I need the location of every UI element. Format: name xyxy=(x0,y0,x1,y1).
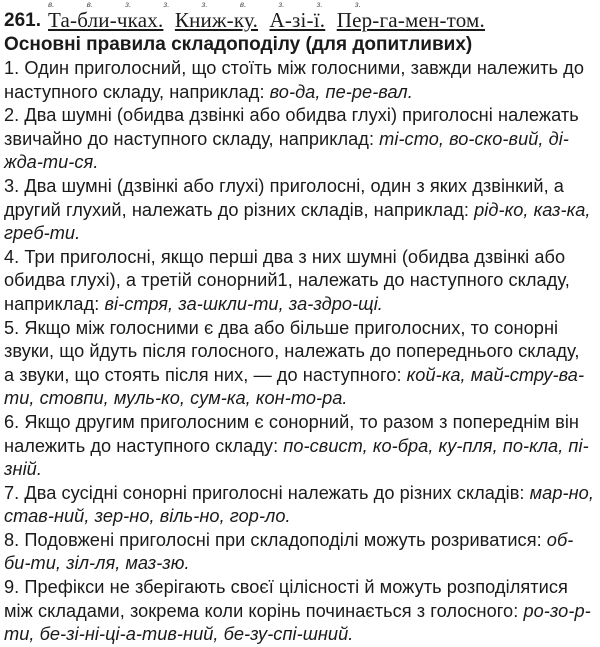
rule-example: ві-стря, за-шкли-ти, за-здро-щі. xyxy=(104,293,383,314)
rule-example: ті-сто, во-ско-вий, ді-жда-ти-ся. xyxy=(4,128,569,173)
rule-1 xyxy=(4,57,594,104)
rule-text: 5. Якщо між голосними є два або більше приголосних, то сонорні звуки, що йдуть після голосного, належать до попереднього складу, а звуки, що стоять після них, — до наступного: xyxy=(4,317,580,385)
rule-6 xyxy=(4,411,594,482)
rule-text: 8. Подовжені приголосні при складоподілі можуть розриватися: xyxy=(4,529,547,550)
rule-text: 2. Два шумні (обидва дзвінкі або обидва глухі) приголосні належать звичайно до наступного складу, наприклад: xyxy=(4,105,579,149)
rule-text: 1. Один приголосний, що стоїть між голосними, завжди належить до наступного складу, наприклад: xyxy=(4,58,584,102)
rule-example: по-свист, ко-бра, ку-пля, по-кла, пі-зній. xyxy=(4,435,589,480)
rule-text: 7. Два сусідні сонорні приголосні належать до різних складів: xyxy=(4,482,530,503)
exercise-word: Пер-га-мен-том. xyxy=(336,8,485,32)
mark: з. xyxy=(201,0,208,9)
rule-example: во-да, пе-ре-вал. xyxy=(269,81,413,102)
mark: в. xyxy=(86,0,94,9)
section-heading: Основні правила складоподілу (для допитливих) xyxy=(4,34,473,55)
exercise-line xyxy=(4,0,594,34)
mark: в. xyxy=(239,0,247,9)
exercise-word: Та-бли-чках. xyxy=(48,8,164,32)
exercise-word: Книж-ку. xyxy=(174,8,259,32)
rule-example: мар-но, став-ний, зер-но, віль-но, гор-ло. xyxy=(4,482,594,527)
rule-text: 9. Префікси не зберігають своєї цілісності й можуть розподілятися між складами, зокрема коли корінь починається з голосного: xyxy=(4,577,568,621)
mark: з. xyxy=(278,0,285,9)
rule-5 xyxy=(4,317,594,411)
rule-3 xyxy=(4,175,594,246)
rule-example: кой-ка, май-стру-ва-ти, стовпи, муль-ко, сум-ка, кон-то-ра. xyxy=(4,364,585,409)
exercise-word: А-зі-ї. xyxy=(269,8,326,32)
rule-text: 3. Два шумні (дзвінкі або глухі) приголосні, один з яких дзвінкий, а другий глухий, належать до різних складів, наприклад: xyxy=(4,175,564,220)
rule-9 xyxy=(4,576,594,647)
exercise-number: 261. xyxy=(4,10,41,31)
exercise-words xyxy=(48,8,491,33)
rule-example: ро-зо-р-ти, бе-зі-ні-ці-а-тив-ний, бе-зу-спі-шний. xyxy=(4,600,591,645)
rule-2 xyxy=(4,104,594,175)
rule-example: об-би-ти, зіл-ля, маз-зю. xyxy=(4,529,574,574)
mark: з. xyxy=(125,0,132,9)
rule-example: рід-ко, каз-ка, греб-ти. xyxy=(4,199,591,244)
rule-4 xyxy=(4,246,594,317)
rule-text: 6. Якщо другим приголосним є сонорний, то разом з попереднім він належить до наступного складу: xyxy=(4,411,580,456)
rule-text: 4. Три приголосні, якщо перші два з них шумні (обидва дзвінкі або обидва глухі), а третій сонорний1, належать до наступного складу, наприклад: xyxy=(4,246,570,314)
mark: з. xyxy=(354,0,361,9)
mark: з. xyxy=(316,0,323,9)
mark: в. xyxy=(48,0,55,9)
mark: з. xyxy=(163,0,170,9)
rule-8 xyxy=(4,529,594,576)
rule-7 xyxy=(4,482,594,529)
